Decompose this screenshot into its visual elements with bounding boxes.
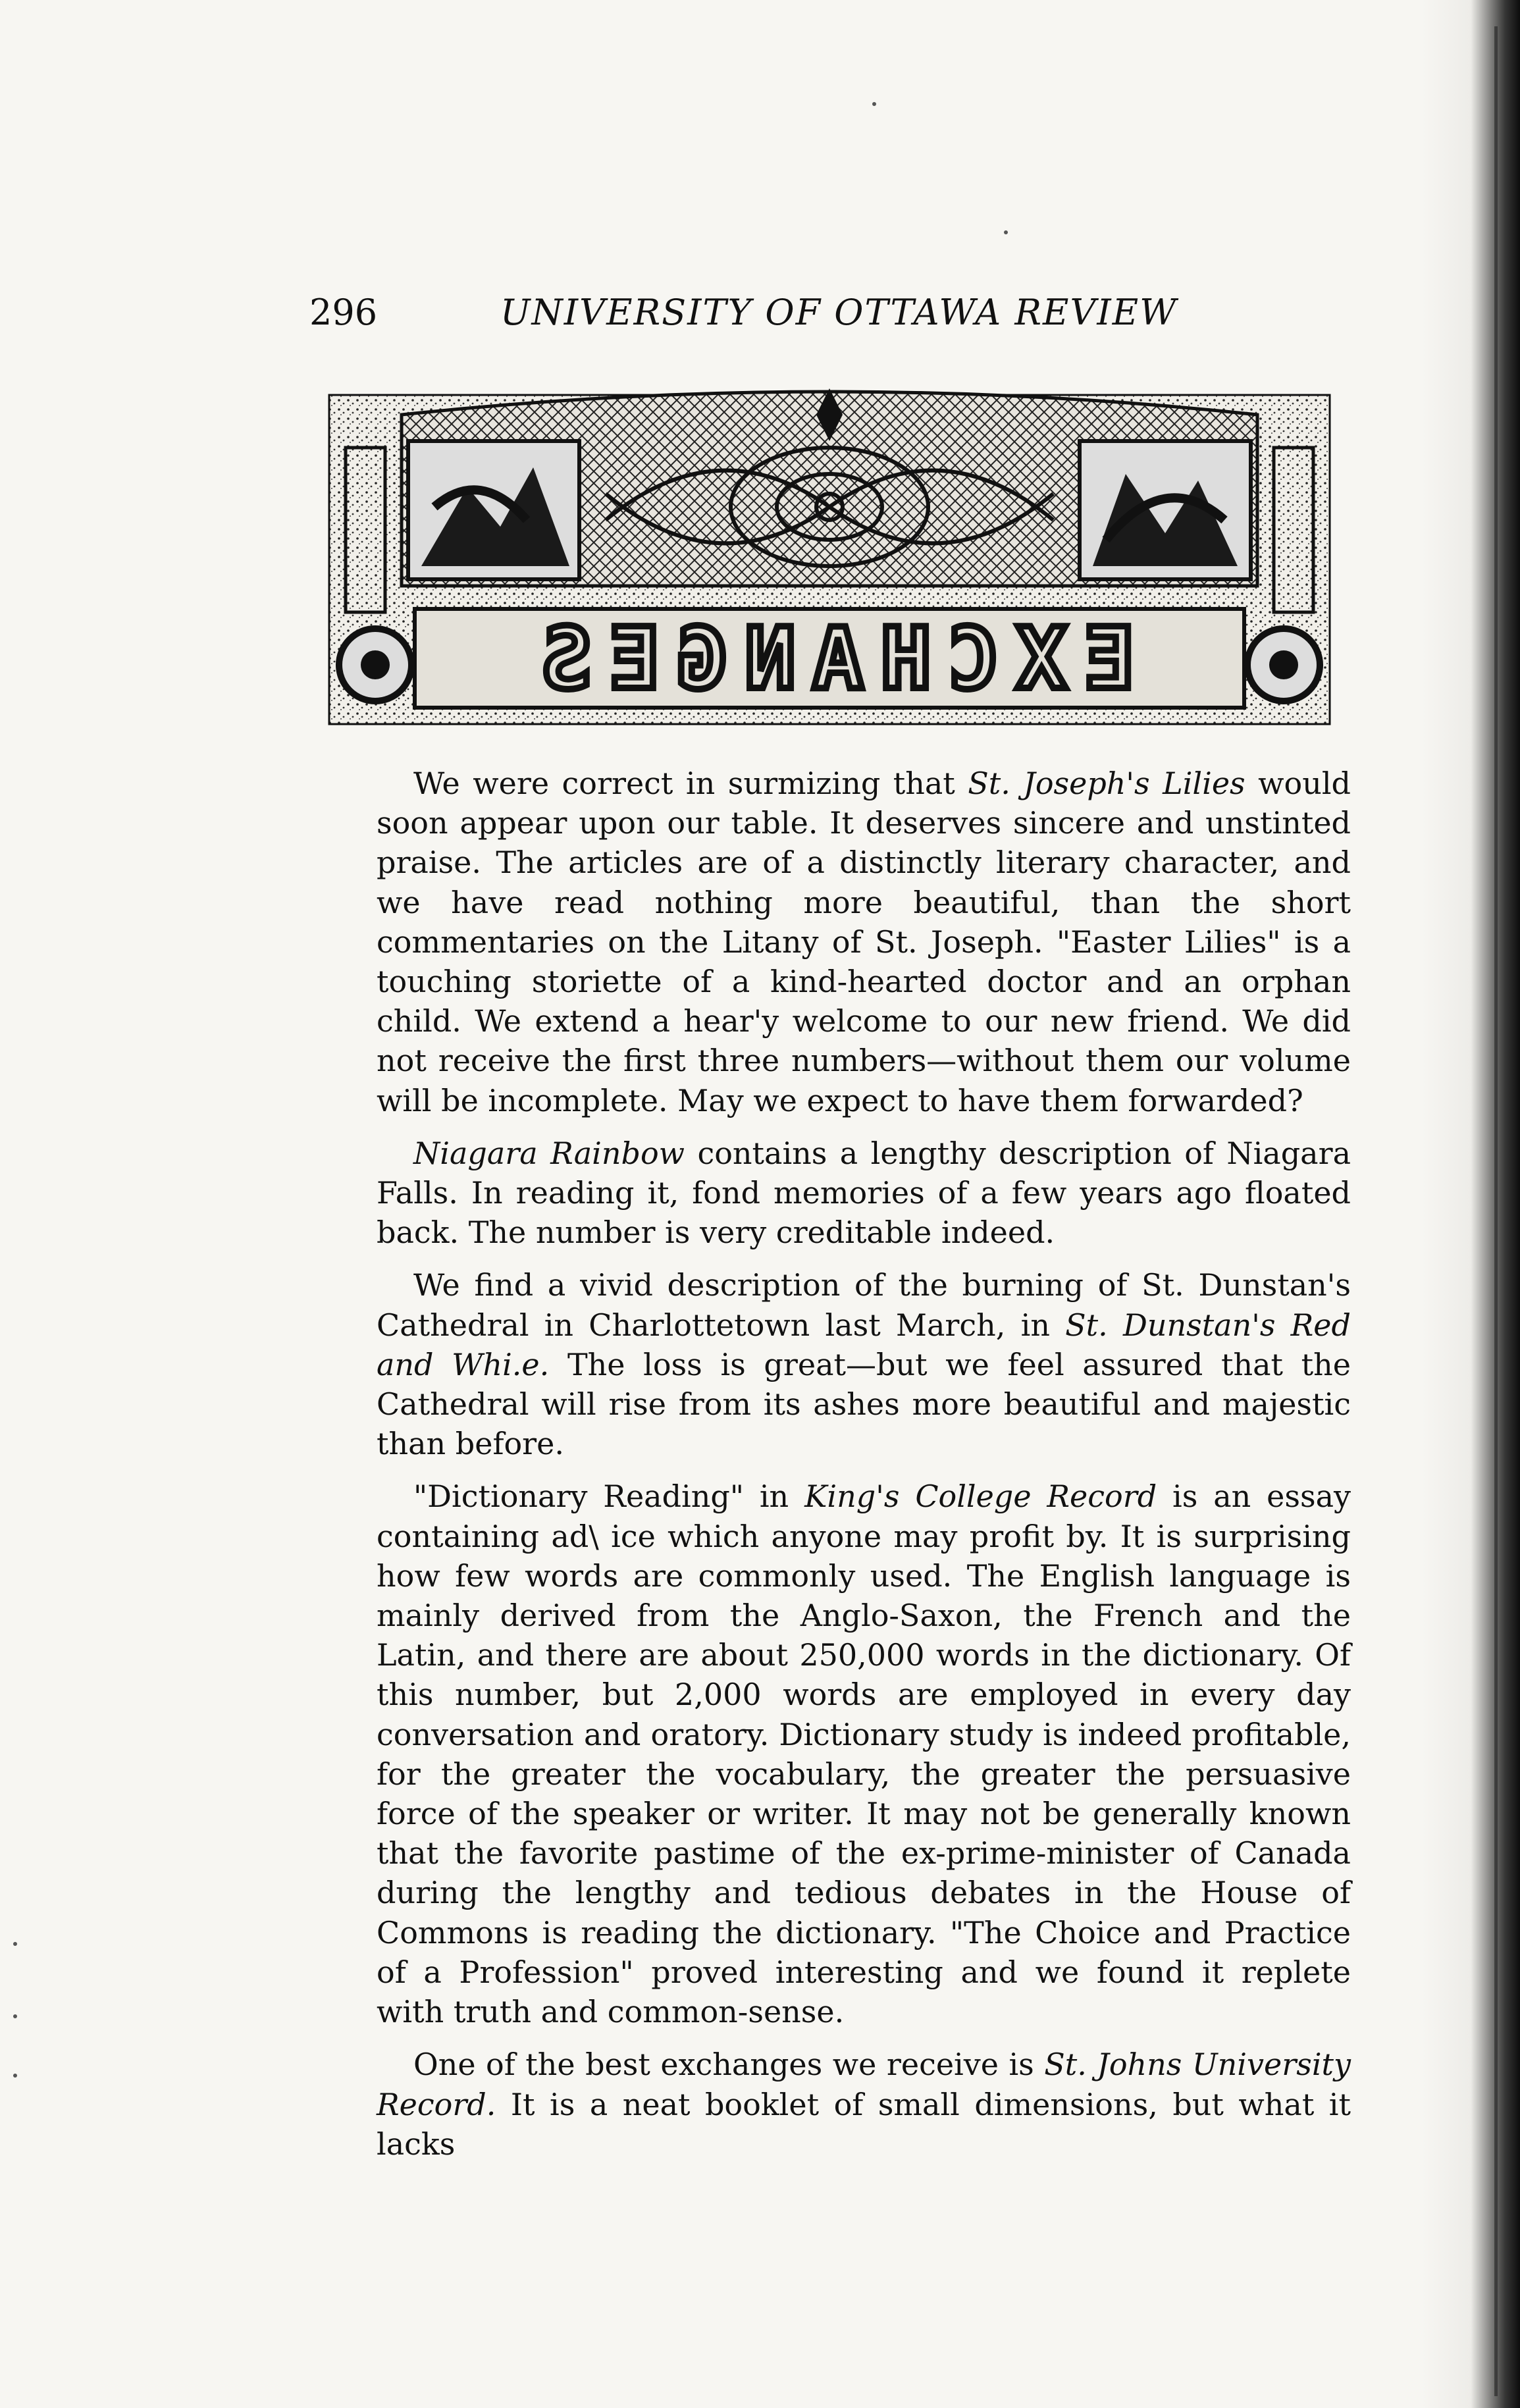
running-header <box>309 283 1231 342</box>
paragraph-niagara-rainbow <box>377 1134 1351 1253</box>
text-run: It is a neat booklet of small dimensions, but what it lacks <box>377 2086 1351 2162</box>
text-run: would soon appear upon our table. It deserves sincere and unstinted praise. The articles are of a distinctly literary character, and we have read nothing more beautiful, than the short commentaries on the Litany of St. Joseph. "Easter Lilies" is a touching storiette of a kind-hearted doctor and an orphan child. We extend a hear'y welcome to our new friend. We did not receive the first three numbers—without them our volume will be incomplete. May we expect to have them forwarded? <box>377 766 1351 1118</box>
margin-speck <box>13 1942 17 1946</box>
ornament-banner-text: EXCHANGES <box>524 610 1135 708</box>
scanned-page-edge <box>1421 0 1520 2408</box>
text-run: is an essay containing ad\ ice which anyone may profit by. It is surprising how few words are commonly used. The English language is mainly derived from the Anglo-Saxon, the French and the Latin, and there are about 250,000 words in the dictionary. Of this number, but 2,000 words are employed in every day conversation and oratory. Dictionary study is indeed profitable, for the greater the vocabulary, the greater the persuasive force of the speaker or writer. It may not be generally known that the favorite pastime of the ex-prime-minister of Canada during the lengthy and tedious debates in the House of Commons is reading the dictionary. "The Choice and Practice of a Profession" proved interesting and we found it replete with truth and common-sense. <box>377 1479 1351 2030</box>
text-run: One of the best exchanges we receive is <box>413 2047 1045 2083</box>
exchanges-ornament-banner <box>309 388 1350 731</box>
text-run: "Dictionary Reading" in <box>413 1479 805 1515</box>
margin-speck <box>1004 230 1008 234</box>
publication-title: St. Dunstan's Red and Whi.e. <box>377 1307 1351 1382</box>
text-run: The loss is great—but we feel assured that the Cathedral will rise from its ashes more beautiful and majestic than before. <box>377 1346 1351 1462</box>
publication-title: Niagara Rainbow <box>413 1135 685 1171</box>
margin-speck <box>13 2074 17 2078</box>
margin-speck <box>872 102 876 106</box>
text-run: We find a vivid description of the burning of St. Dunstan's Cathedral in Charlottetown last March, in <box>377 1267 1351 1343</box>
text-run: contains a lengthy description of Niagara Falls. In reading it, fond memories of a few years ago floated back. The number is very creditable indeed. <box>377 1135 1351 1251</box>
publication-title: King's College Record <box>804 1479 1157 1515</box>
paragraph-st-dunstans <box>377 1265 1351 1463</box>
article-body <box>377 764 1351 2177</box>
paragraph-st-johns <box>377 2045 1351 2164</box>
page-binding-line <box>1494 26 1498 2396</box>
publication-title: St. Johns University Record. <box>377 2047 1351 2122</box>
margin-speck <box>13 2014 17 2018</box>
page-number: 296 <box>309 292 378 333</box>
journal-title: UNIVERSITY OF OTTAWA REVIEW <box>500 292 1178 333</box>
text-run: We were correct in surmizing that <box>413 766 968 801</box>
paragraph-kings-college <box>377 1477 1351 2031</box>
paragraph-st-josephs-lilies <box>377 764 1351 1120</box>
publication-title: St. Joseph's Lilies <box>968 766 1245 801</box>
